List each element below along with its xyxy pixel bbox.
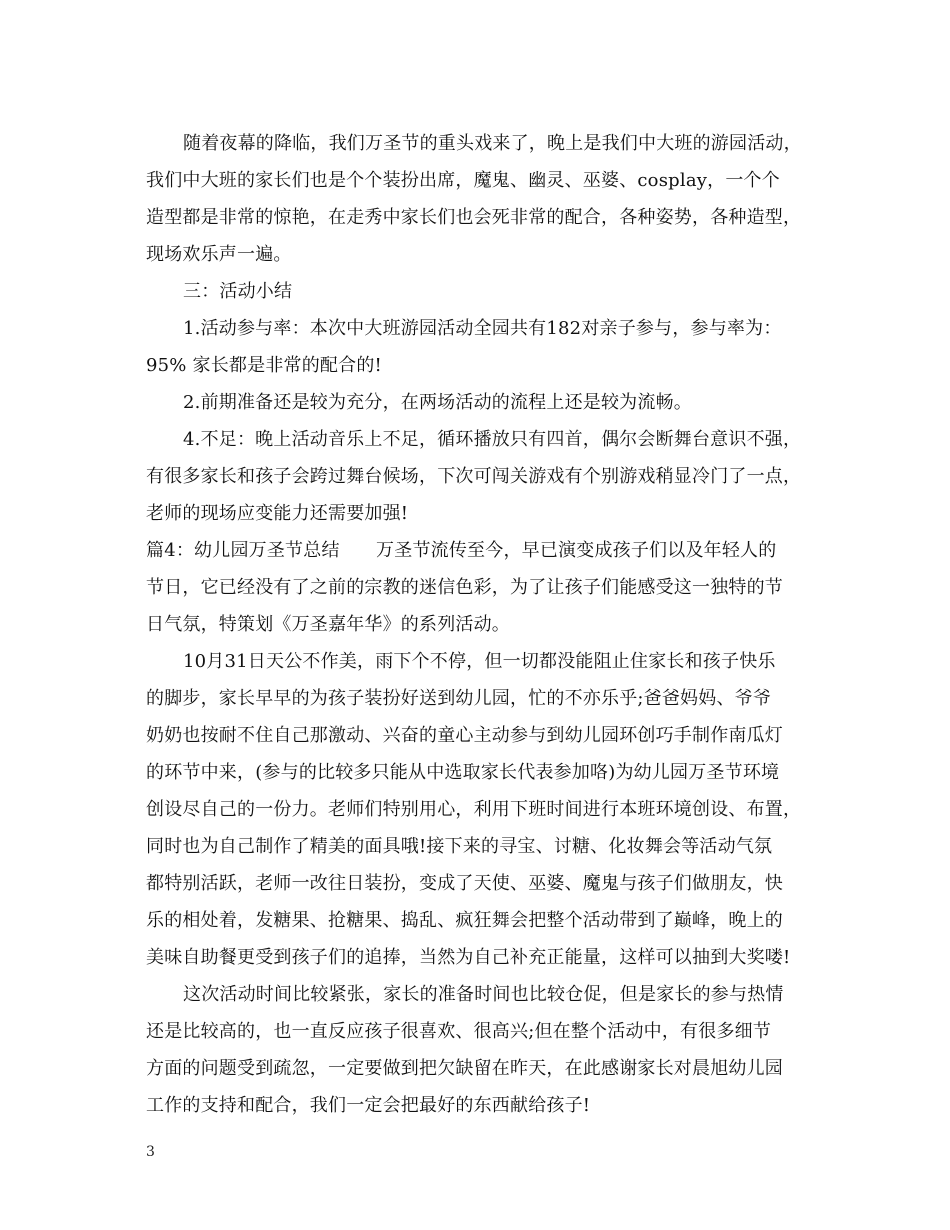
text-line: 乐的相处着，发糖果、抢糖果、捣乱、疯狂舞会把整个活动带到了巅峰，晚上的 [146,910,783,931]
text-line: 的环节中来，(参与的比较多只能从中选取家长代表参加咯)为幼儿园万圣节环境 [146,762,780,783]
text-line: 方面的问题受到疏忽，一定要做到把欠缺留在昨天，在此感谢家长对晨旭幼儿园 [146,1058,783,1079]
text-line: 造型都是非常的惊艳，在走秀中家长们也会死非常的配合，各种姿势，各种造型， [146,207,802,228]
text-line: 日气氛，特策划《万圣嘉年华》的系列活动。 [146,614,510,635]
text-line: 奶奶也按耐不住自己那激动、兴奋的童心主动参与到幼儿园环创巧手制作南瓜灯 [146,725,783,746]
text-line: 这次活动时间比较紧张，家长的准备时间也比较仓促，但是家长的参与热情 [183,984,784,1005]
text-line: 都特别活跃，老师一改往日装扮，变成了天使、巫婆、魔鬼与孩子们做朋友，快 [146,873,783,894]
text-line: 1.活动参与率：本次中大班游园活动全园共有182对亲子参与，参与率为： [183,318,782,339]
text-line: 我们中大班的家长们也是个个装扮出席，魔鬼、幽灵、巫婆、cosplay，一个个 [146,170,780,191]
page-number: 3 [146,1144,155,1160]
text-line: 创设尽自己的一份力。老师们特别用心，利用下班时间进行本班环境创设、布置， [146,799,802,820]
section-heading: 三：活动小结 [183,281,293,302]
text-line: 同时也为自己制作了精美的面具哦!接下来的寻宝、讨糖、化妆舞会等活动气氛 [146,836,773,857]
text-line: 95% 家长都是非常的配合的! [146,355,382,376]
text-line: 有很多家长和孩子会跨过舞台候场，下次可闯关游戏有个别游戏稍显冷门了一点， [146,466,802,487]
text-line: 现场欢乐声一遍。 [146,244,292,265]
article-title-line: 篇4：幼儿园万圣节总结 万圣节流传至今，早已演变成孩子们以及年轻人的 [146,540,777,561]
text-line: 10月31日天公不作美，雨下个不停，但一切都没能阻止住家长和孩子快乐 [183,651,776,672]
text-line: 还是比较高的，也一直反应孩子很喜欢、很高兴;但在整个活动中，有很多细节 [146,1021,772,1042]
text-line: 4.不足：晚上活动音乐上不足，循环播放只有四首，偶尔会断舞台意识不强， [183,429,802,450]
text-line: 随着夜幕的降临，我们万圣节的重头戏来了，晚上是我们中大班的游园活动， [183,133,802,154]
text-line: 美味自助餐更受到孩子们的追捧，当然为自己补充正能量，这样可以抽到大奖喽! [146,947,791,968]
text-line: 节日，它已经没有了之前的宗教的迷信色彩，为了让孩子们能感受这一独特的节 [146,577,783,598]
text-line: 的脚步，家长早早的为孩子装扮好送到幼儿园，忙的不亦乐乎;爸爸妈妈、爷爷 [146,688,772,709]
text-line: 工作的支持和配合，我们一定会把最好的东西献给孩子! [146,1095,591,1116]
text-line: 老师的现场应变能力还需要加强! [146,503,409,524]
text-line: 2.前期准备还是较为充分，在两场活动的流程上还是较为流畅。 [183,392,692,413]
